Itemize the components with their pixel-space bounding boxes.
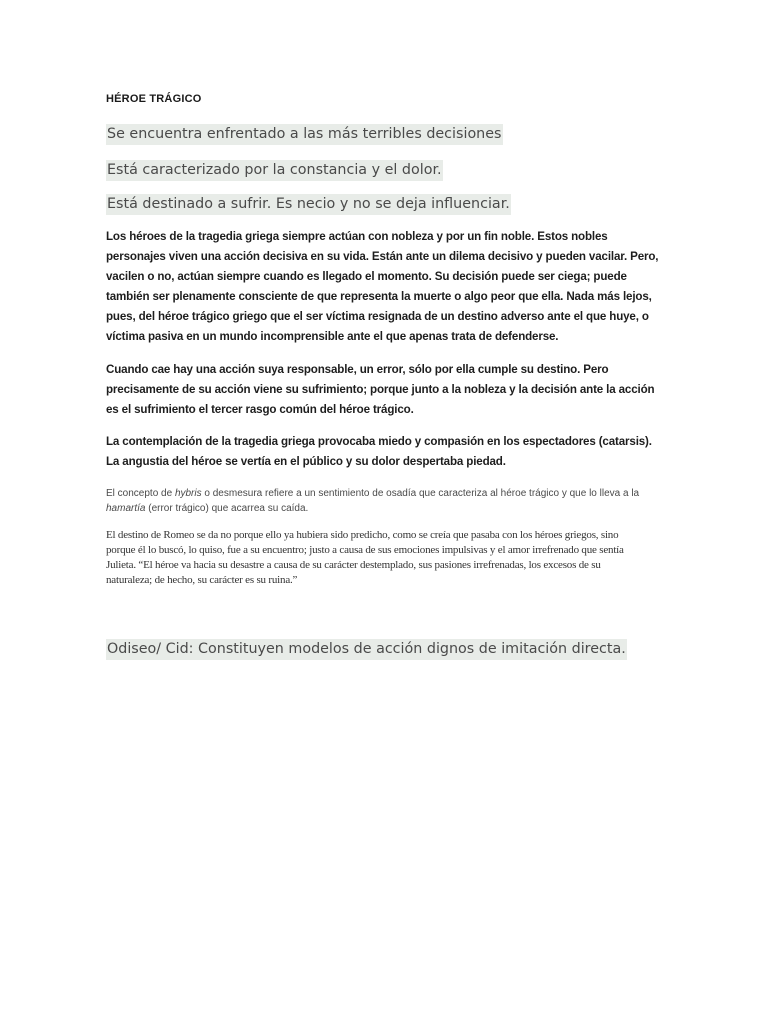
highlight-line-1: Se encuentra enfrentado a las más terribles decisiones bbox=[106, 124, 503, 145]
hamartia-term: hamartía bbox=[106, 503, 146, 514]
document-title: HÉROE TRÁGICO bbox=[106, 93, 202, 105]
closing-highlight: Odiseo/ Cid: Constituyen modelos de acción dignos de imitación directa. bbox=[106, 639, 627, 660]
hybris-text-1: El concepto de bbox=[106, 488, 175, 499]
hybris-text-2: o desmesura refiere a un sentimiento de osadía que caracteriza al héroe trágico y que lo lleva a la bbox=[201, 488, 640, 499]
paragraph-hybris bbox=[106, 486, 666, 516]
highlight-line-3: Está destinado a sufrir. Es necio y no se deja influenciar. bbox=[106, 194, 511, 215]
paragraph-romeo: El destino de Romeo se da no porque ello ya hubiera sido predicho, como se creía que pasaba con los héroes griegos, sino porque él lo buscó, lo quiso, fue a su encuentro; justo a causa de sus emociones impulsivas y el amor irrefrenado que sentía Julieta. “El héroe va hacia su desastre a causa de su carácter destemplado, sus pasiones irrefrenadas, los excesos de su naturaleza; de hecho, su carácter es su ruina.” bbox=[106, 529, 624, 586]
paragraph-catharsis: La contemplación de la tragedia griega provocaba miedo y compasión en los espectadores (catarsis). La angustia del héroe se vertía en el público y su dolor despertaba piedad. bbox=[106, 435, 652, 468]
hybris-term: hybris bbox=[174, 488, 202, 499]
paragraph-error-suffering: Cuando cae hay una acción suya responsable, un error, sólo por ella cumple su destino. Pero precisamente de su acción viene su sufrimiento; porque junto a la nobleza y la decisión ante la acción es el sufrimiento el tercer rasgo común del héroe trágico. bbox=[106, 363, 655, 416]
hybris-text-3: (error trágico) que acarrea su caída. bbox=[145, 503, 309, 514]
paragraph-heroes-nobility: Los héroes de la tragedia griega siempre actúan con nobleza y por un fin noble. Estos nobles personajes viven una acción decisiva en su vida. Están ante un dilema decisivo y pueden vacilar. Pero, vacilen o no, actúan siempre cuando es llegado el momento. Su decisión puede ser ciega; puede también ser plenamente consciente de que representa la muerte o algo peor que ella. Nada más lejos, pues, del héroe trágico griego que el ser víctima resignada de un destino adverso ante el que huye, o víctima pasiva en un mundo incomprensible ante el que apenas trata de defenderse. bbox=[106, 230, 659, 343]
highlight-line-2: Está caracterizado por la constancia y el dolor. bbox=[106, 160, 443, 181]
